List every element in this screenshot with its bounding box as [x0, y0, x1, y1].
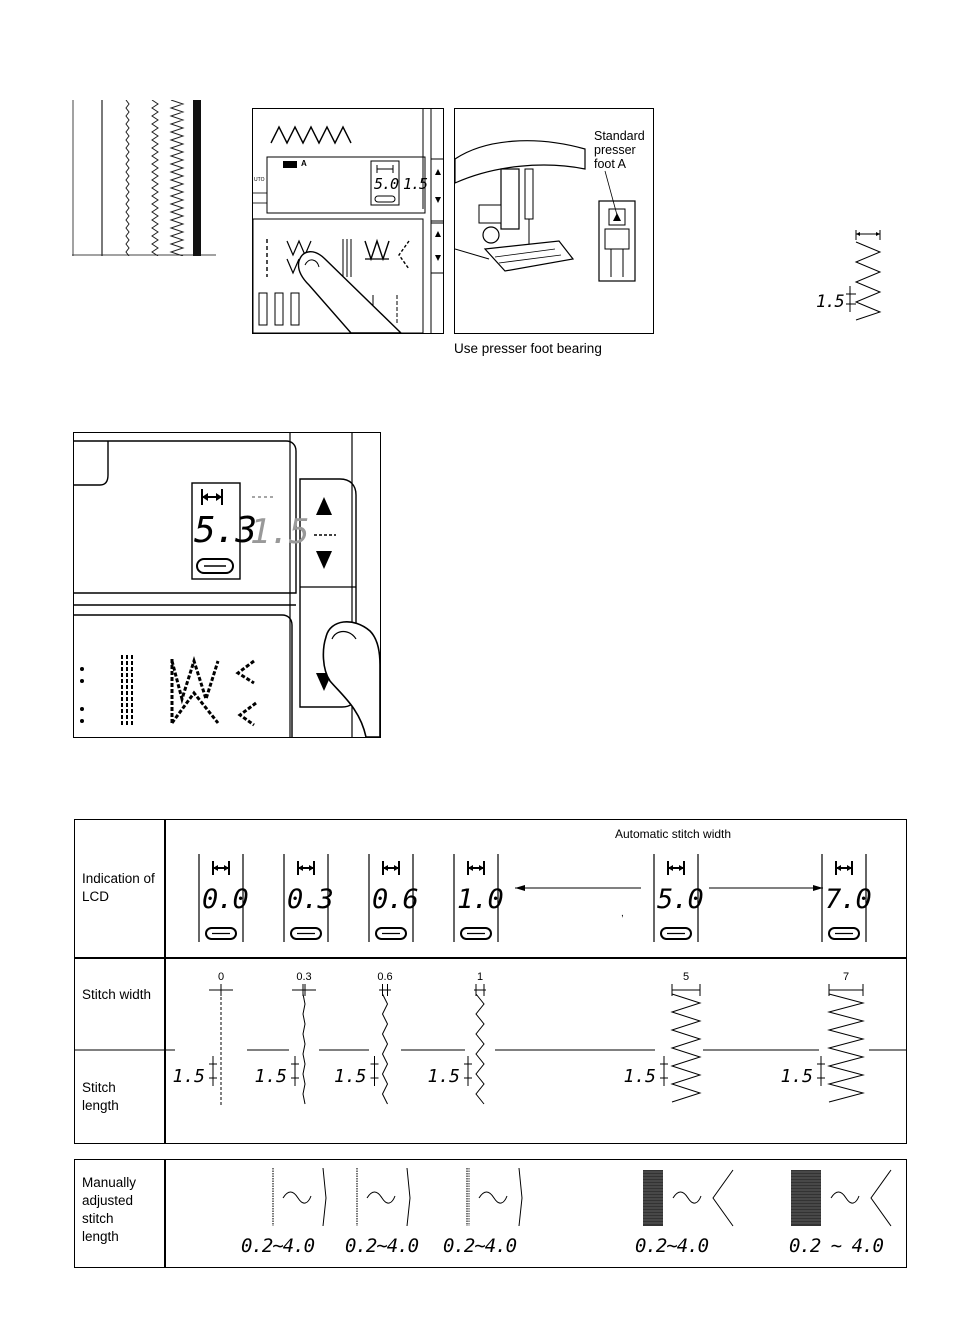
closeup-lcd-width: 5.3	[194, 510, 257, 551]
lcd-cell-3	[453, 854, 503, 942]
auto-width-arrows	[505, 880, 835, 900]
panel-lcd-length: 1.5	[403, 175, 428, 193]
row-label-length: Stitch length	[82, 1080, 119, 1113]
manual-length-table	[74, 1159, 907, 1268]
length-label-5: 1.5	[780, 1066, 813, 1087]
width-label-2: 0.6	[377, 971, 393, 983]
lcd-value-3: 1.0	[457, 884, 503, 915]
stitch-width-diagram	[842, 226, 892, 322]
manual-range-0: 0.2∼4.0	[241, 1235, 315, 1257]
length-label-1: 1.5	[254, 1066, 287, 1087]
stitch-diagram-3	[427, 971, 486, 1104]
stitch-diagram-5	[780, 971, 863, 1102]
diagram-length-label: 1.5	[816, 292, 844, 312]
lcd-closeup-illustration	[73, 432, 381, 738]
stitch-diagram-4	[623, 971, 700, 1102]
stitch-width-table	[74, 819, 907, 1144]
width-label-3: 1	[476, 971, 484, 983]
tick-mark: ,	[621, 908, 624, 919]
stitch-diagrams	[75, 958, 906, 1108]
presser-foot-illustration	[454, 108, 654, 334]
length-label-4: 1.5	[623, 1066, 656, 1087]
length-label-0: 1.5	[172, 1066, 205, 1087]
manual-diagram-3	[643, 1170, 733, 1226]
manual-diagram-4	[791, 1170, 891, 1226]
length-label-3: 1.5	[427, 1066, 460, 1087]
lcd-cell-0	[198, 854, 248, 942]
manual-range-3: 0.2∼4.0	[635, 1235, 709, 1257]
panel-lcd-auto: UTO	[254, 177, 265, 183]
manual-diagram-1	[357, 1168, 410, 1226]
manual-range-1: 0.2∼4.0	[345, 1235, 419, 1257]
stitch-sample-photo	[72, 100, 216, 256]
row-label-lcd: Indication of LCD	[82, 871, 155, 904]
stitch-diagram-1	[254, 971, 316, 1104]
presser-foot-label: Standard presser foot A	[594, 129, 645, 171]
width-label-4: 5	[682, 971, 690, 983]
manual-range-2: 0.2∼4.0	[443, 1235, 517, 1257]
row-label-width: Stitch width	[82, 987, 152, 1002]
lcd-cell-1	[283, 854, 333, 942]
manual-diagram-0	[273, 1168, 326, 1226]
manual-range-4: 0.2 ∼ 4.0	[789, 1235, 883, 1257]
lcd-value-1: 0.3	[287, 884, 333, 915]
row-label-manual: Manually adjusted stitch length	[82, 1175, 137, 1244]
length-label-2: 1.5	[333, 1066, 367, 1087]
panel-lcd-letter: A	[301, 159, 307, 168]
machine-panel-illustration	[252, 108, 444, 334]
width-label-1: 0.3	[296, 971, 312, 983]
stitch-diagram-0	[172, 971, 233, 1106]
manual-diagram-2	[467, 1168, 522, 1226]
lcd-value-0: 0.0	[202, 884, 248, 915]
width-label-0: 0	[217, 971, 225, 983]
stitch-diagram-2	[334, 971, 393, 1104]
automatic-width-note: Automatic stitch width	[615, 827, 732, 841]
lcd-value-2: 0.6	[372, 884, 418, 915]
lcd-cell-2	[368, 854, 418, 942]
panel-lcd-width: 5.0	[374, 175, 399, 193]
closeup-lcd-length: 1.5	[250, 512, 309, 552]
lcd-value-5: 7.0	[825, 884, 871, 915]
presser-foot-caption: Use presser foot bearing	[454, 341, 602, 356]
lcd-value-4: 5.0	[657, 884, 703, 915]
width-label-5: 7	[842, 971, 850, 983]
